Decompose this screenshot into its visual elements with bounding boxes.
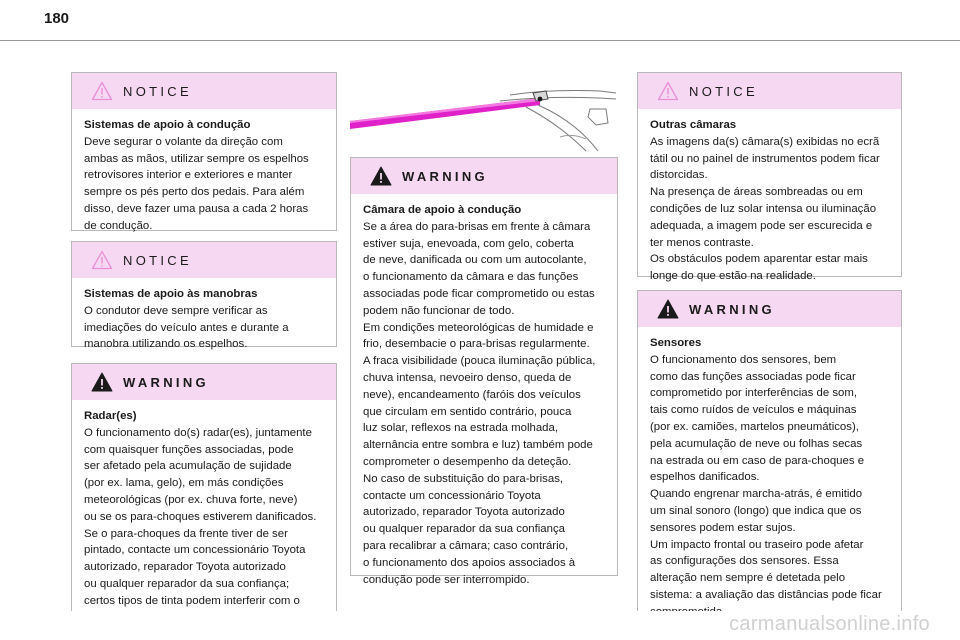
caution-triangle-outline-icon [91, 250, 113, 270]
caution-triangle-outline-icon [91, 81, 113, 101]
page-number: 180 [44, 10, 70, 27]
notice-subtitle: Sistemas de apoio às manobras [84, 288, 258, 300]
notice-box-manoeuvring-aids [71, 241, 337, 351]
warning-text: Se a área do para-brisas em frente à câmara estiver suja, enevoada, com gelo, coberta de neve, danificada ou com um autocolante, o funcionamento da câmara e das funções associadas pode ficar comprometido ou estas podem não funcionar de todo. Em condições meteorológicas de humidade e frio, desembacie o para-brisas regularmente. A fraca visibilidade (pouca iluminação pública, chuva intensa, nevoeiro denso, queda de neve), encandeamento (faróis dos veículos que circulam em sentido contrário, pouca luz solar, reflexos na estrada molhada, alternância entre sombra e luz) também pode comprometer o desempenho da deteção. No caso de substituição do para-brisas, contacte um concessionário Toyota autorizado, reparador Toyota autorizado ou qualquer reparador da sua confiança para recalibrar a câmara; caso contrário, o funcionamento dos apoios associados à condução pode ser interrompido. [363, 220, 596, 586]
warning-subtitle: Sensores [650, 337, 702, 349]
warning-triangle-filled-icon [370, 166, 392, 186]
warning-label: WARNING [123, 374, 209, 390]
notice-label: NOTICE [123, 83, 192, 99]
warning-subtitle: Radar(es) [84, 410, 137, 422]
warning-triangle-filled-icon [657, 299, 679, 319]
top-divider [0, 40, 960, 41]
warning-header [351, 158, 617, 194]
page-footer [0, 611, 960, 640]
warning-subtitle: Câmara de apoio à condução [363, 204, 522, 216]
windshield-camera-illustration [350, 85, 618, 155]
warning-text: O funcionamento dos sensores, bem como das funções associadas pode ficar comprometido por interferências de som, tais como ruídos de veículos e máquinas (por ex. camiões, martelos pneumáticos), pela acumulação de neve ou folhas secas na estrada ou em caso de para-choques e espelhos danificados. Quando engrenar marcha-atrás, é emitido um sinal sonoro (longo) que indica que os sensores podem estar sujos. Um impacto frontal ou traseiro pode afetar as configurações dos sensores. Essa alteração nem sempre é detetada pelo sistema: a avaliação das distâncias pode ficar [650, 353, 882, 601]
notice-header [638, 73, 901, 109]
notice-subtitle: Sistemas de apoio à condução [84, 119, 251, 131]
warning-box-sensors [637, 290, 902, 614]
warning-label: WARNING [689, 301, 775, 317]
notice-header [72, 73, 336, 109]
notice-header [72, 242, 336, 278]
notice-text: As imagens da(s) câmara(s) exibidas no ecrã tátil ou no painel de instrumentos podem ficar distorcidas. Na presença de áreas sombreadas ou em condições de luz solar intensa ou iluminação adequada, a imagem pode ser escurecida e ter menos contraste. Os obstáculos podem aparentar estar mais longe do que estão na realidade. [650, 135, 880, 283]
notice-label: NOTICE [689, 83, 758, 99]
notice-box-other-cameras [637, 72, 902, 283]
notice-label: NOTICE [123, 252, 192, 268]
warning-box-driving-camera [350, 157, 618, 586]
warning-box-radar [71, 363, 337, 614]
caution-triangle-outline-icon [657, 81, 679, 101]
warning-label: WARNING [402, 168, 488, 184]
notice-box-driving-aids [71, 72, 337, 231]
warning-triangle-filled-icon [91, 372, 113, 392]
watermark: carmanualsonline.info [729, 613, 930, 635]
notice-text: Deve segurar o volante da direção com ambas as mãos, utilizar sempre os espelhos retrovisores interior e exteriores e manter sempre os pés perto dos pedais. Para além disso, deve fazer uma pausa a cada 2 horas de condução. [84, 135, 309, 232]
notice-text: O condutor deve sempre verificar as imediações do veículo antes e durante a manobra utilizando os espelhos. [84, 304, 289, 351]
warning-header [72, 364, 336, 400]
notice-subtitle: Outras câmaras [650, 119, 737, 131]
warning-header [638, 291, 901, 327]
warning-text: O funcionamento do(s) radar(es), juntamente com quaisquer funções associadas, pode ser afetado pela acumulação de sujidade (por ex. lama, gelo), em más condições meteorológicas (por ex. chuva forte, neve) ou se os para-choques estiverem danificados. Se o para-choques da frente tiver de ser pintado, contacte um concessionário Toyota autorizado, reparador Toyota autorizado ou qualquer reparador da sua confiança; certos tipos de tinta podem interferir com o [84, 426, 317, 607]
